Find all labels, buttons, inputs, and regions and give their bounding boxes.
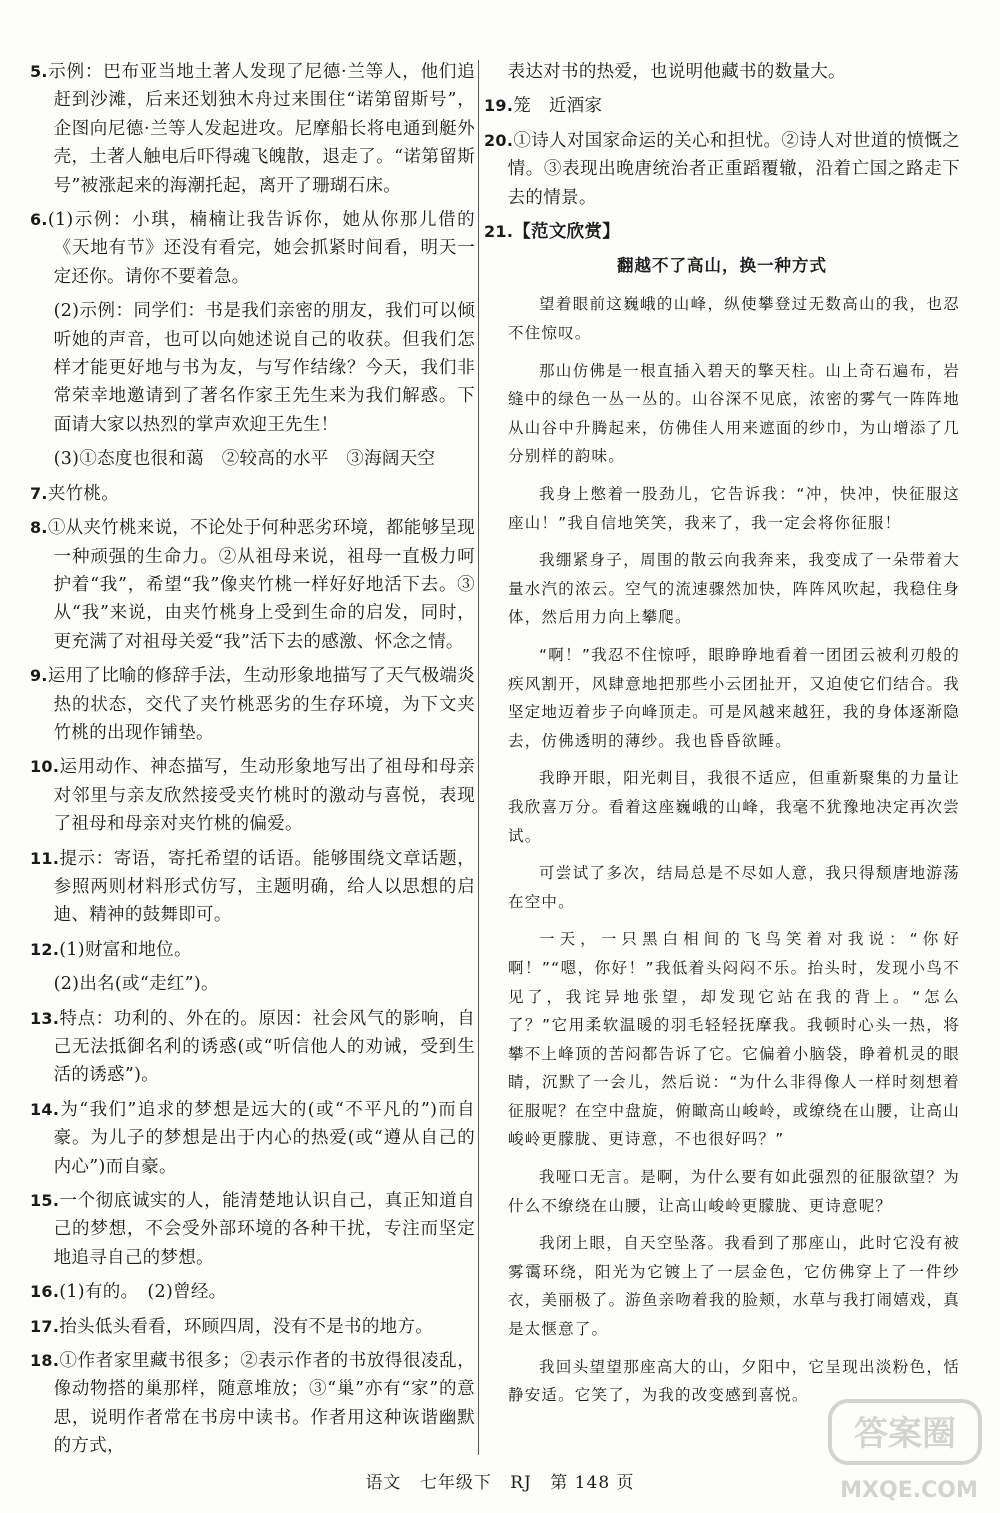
essay-paragraph: 一天，一只黑白相间的飞鸟笑着对我说：“你好啊！”“嗯，你好！”我低着头闷闷不乐。抬头时，发现小鸟不见了，我诧异地张望，却发现它站在我的背上。“怎么了？”它用柔软温暖的羽毛轻轻抚摩我。我顿时心头一热，将攀不上峰顶的苦闷都告诉了它。它偏着小脑袋，睁着机灵的眼睛，沉默了一会儿，然后说：“为什么非得像人一样时刻想着征服呢？在空中盘旋，俯瞰高山峻岭，或缭绕在山腰，让高山峻岭更朦胧、更诗意，不也很好吗？” — [508, 930, 960, 1149]
left-column — [30, 58, 475, 1467]
essay-paragraph: 我回头望望那座高大的山，夕阳中，它呈现出淡粉色，恬静安适。它笑了，为我的改变感到喜悦。 — [508, 1357, 960, 1405]
essay-paragraph: 可尝试了多次，结局总是不尽如人意，我只得颓唐地游荡在空中。 — [508, 864, 960, 911]
answer-sub-item: (2)出名(或“走红”)。 — [53, 974, 219, 995]
essay-paragraph: 我闭上眼，自天空坠落。我看到了那座山，此时它没有被雾霭环绕，阳光为它镀上了一层金色，它仿佛穿上了一件纱衣，美丽极了。游鱼亲吻着我的脸颊，水草与我打闹嬉戏，真是太惬意了。 — [508, 1234, 960, 1339]
essay-paragraph: 望着眼前这巍峨的山峰，纵使攀登过无数高山的我，也忍不住惊叹。 — [508, 295, 960, 343]
essay-paragraph: 那山仿佛是一根直插入碧天的擎天柱。山上奇石遍布，岩缝中的绿色一丛一丛的。山谷深不见底，浓密的雾气一阵阵地从山谷中升腾起来，仿佛佳人用来遮面的纱巾，为山增添了几分别样的韵味。 — [508, 361, 960, 466]
answer-item: 16.(1)有的。 (2)曾经。 — [30, 1282, 227, 1303]
essay-paragraph: 我哑口无言。是啊，为什么要有如此强烈的征服欲望？为什么不缭绕在山腰，让高山峻岭更朦胧、更诗意呢？ — [508, 1168, 960, 1215]
answer-item: 13.特点：功利的、外在的。原因：社会风气的影响，自己无法抵御名利的诱惑(或“听信他人的劝诫，受到生活的诱惑”)。 — [30, 1008, 475, 1086]
answer-item: 9.运用了比喻的修辞手法，生动形象地描写了天气极端炎热的状态，交代了夹竹桃恶劣的生存环境，为下文夹竹桃的出现作铺垫。 — [30, 666, 476, 743]
watermark-logo-text: 答案圈 — [854, 1414, 956, 1454]
essay-title: 翻越不了高山，换一种方式 — [617, 256, 827, 276]
answer-item: 14.为“我们”追求的梦想是远大的(或“不平凡的”)而自豪。为儿子的梦想是出于内心的热爱(或“遵从自己的内心”)而自豪。 — [30, 1099, 475, 1177]
essay-paragraph: 我身上憋着一股劲儿，它告诉我：“冲，快冲，快征服这座山！”我自信地笑笑，我来了，我一定会将你征服！ — [508, 485, 960, 532]
answer-item: 12.(1)财富和地位。 — [30, 939, 192, 960]
footer-edition: RJ — [510, 1473, 532, 1493]
answer-continuation: 表达对书的热爱，也说明他藏书的数量大。 — [507, 62, 846, 82]
footer-grade: 七年级下 — [419, 1473, 492, 1493]
footer-page-number: 第 148 页 — [550, 1473, 635, 1493]
watermark-url-text: MXQE.COM — [840, 1478, 978, 1503]
answer-item: 17.抬头低头看看，环顾四周，没有不是书的地方。 — [30, 1316, 434, 1337]
watermark-logo-icon — [824, 1397, 994, 1507]
answer-item: 15.一个彻底诚实的人，能清楚地认识自己，真正知道自己的梦想，不会受外部环境的各种干扰，专注而坚定地追寻自己的梦想。 — [30, 1191, 475, 1268]
answer-sub-item: (3)①态度也很和蔼 ②较高的水平 ③海阔天空 — [53, 449, 436, 470]
column-divider — [478, 60, 479, 1455]
answer-item: 5.示例：巴布亚当地土著人发现了尼德·兰等人，他们追赶到沙滩，后来还划独木舟过来围住“诺第留斯号”，企图向尼德·兰等人发起进攻。尼摩船长将电通到艇外壳，土著人触电后吓得魂飞魄散，退走了。“诺第留斯号”被涨起来的海潮托起，离开了珊瑚石床。 — [30, 62, 475, 196]
essay-paragraph: 我睁开眼，阳光刺目，我很不适应，但重新聚集的力量让我欣喜万分。看着这座巍峨的山峰，我毫不犹豫地决定再次尝试。 — [508, 769, 960, 845]
essay-paragraph: “啊！”我忍不住惊呼，眼睁睁地看着一团团云被利刃般的疾风割开，风肆意地把那些小云团扯开，又迫使它们结合。我坚定地迈着步子向峰顶走。可是风越来越狂，我的身体逐渐隐去，仿佛透明的薄纱。我也昏昏欲睡。 — [508, 645, 960, 750]
answer-sub-item: (2)示例：同学们：书是我们亲密的朋友，我们可以倾听她的声音，也可以向她述说自己的收获。但我们怎样才能更好地与书为友，与写作结缘？今天，我们非常荣幸地邀请到了著名作家王先生来为我们解惑。下面请大家以热烈的掌声欢迎王先生！ — [53, 301, 475, 435]
answer-item: 6.(1)示例：小琪，楠楠让我告诉你，她从你那儿借的《天地有节》还没有看完，她会抓紧时间看，明天一定还你。请你不要着急。 — [30, 210, 475, 287]
answer-item: 18.①作者家里藏书很多；②表示作者的书放得很凌乱，像动物搭的巢那样，随意堆放；③“巢”亦有“家”的意思，说明作者常在书房中读书。作者用这种诙谐幽默的方式， — [30, 1351, 475, 1457]
right-column — [484, 58, 960, 1419]
answer-item: 10.运用动作、神态描写，生动形象地写出了祖母和母亲对邻里与亲友欣然接受夹竹桃时的激动与喜悦，表现了祖母和母亲对夹竹桃的偏爱。 — [30, 757, 475, 835]
answer-item: 20.①诗人对国家命运的关心和担忧。②诗人对世道的愤慨之情。③表现出晚唐统治者正重蹈覆辙，沿着亡国之路走下去的情景。 — [484, 130, 960, 208]
answer-item: 21.【范文欣赏】 — [484, 222, 621, 243]
answer-item: 8.①从夹竹桃来说，不论处于何种恶劣环境，都能够呈现一种顽强的生命力。②从祖母来说，祖母一直极力呵护着“我”，希望“我”像夹竹桃一样好好地活下去。③从“我”来说，由夹竹桃身上受到生命的启发，同时，更充满了对祖母关爱“我”活下去的感激、怀念之情。 — [30, 518, 476, 652]
answer-item: 19.笼 近酒家 — [484, 96, 603, 117]
answer-item: 11.提示：寄语，寄托希望的话语。能够围绕文章话题，参照两则材料形式仿写，主题明确，给人以思想的启迪、精神的鼓舞即可。 — [30, 848, 475, 926]
essay-paragraph: 我绷紧身子，周围的散云向我奔来，我变成了一朵带着大量水汽的浓云。空气的流速骤然加快，阵阵风吹起，我稳住身体，然后用力向上攀爬。 — [508, 551, 960, 627]
answer-item: 7.夹竹桃。 — [30, 483, 120, 504]
footer-subject: 语文 — [365, 1473, 402, 1493]
